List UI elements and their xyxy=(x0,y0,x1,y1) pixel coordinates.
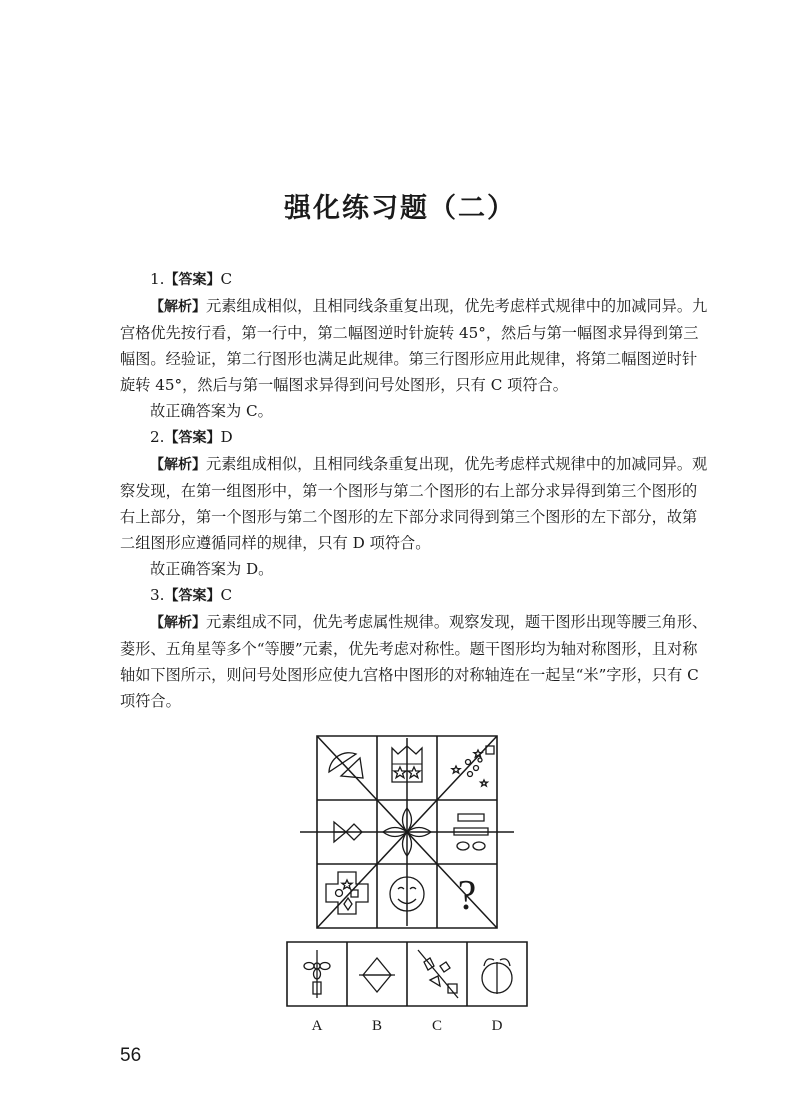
q1-analysis-text: 元素组成相似，且相同线条重复出现，优先考虑样式规律中的加减同异。九宫格优先按行看，第一行中，第二幅图逆时针旋转 45°，然后与第一幅图求异得到第三幅图。经验证，第二行图形也满足此规律。第三行图形应用此规律，将第二幅图逆时针旋转 45°，然后与第一幅图求异得到问号处图形，只有 C 项符合。 xyxy=(120,297,708,394)
symmetry-axes xyxy=(300,736,514,928)
q1-analysis-tag: 【解析】 xyxy=(150,299,206,315)
cell-pie-triangle xyxy=(329,753,363,778)
page-title: 强化练习题（二） xyxy=(284,193,516,224)
option-label-a: A xyxy=(311,1018,323,1034)
option-label-b: B xyxy=(371,1018,382,1034)
q2-answer-tag: 【答案】 xyxy=(164,430,221,446)
option-d-figure xyxy=(482,959,512,994)
option-c-figure xyxy=(418,950,458,998)
options-row xyxy=(287,942,527,1006)
q1-number: 1. xyxy=(150,270,165,288)
question-mark: ? xyxy=(457,873,477,919)
q3-answer-tag: 【答案】 xyxy=(164,588,221,604)
q1-conclusion: 故正确答案为 C。 xyxy=(150,402,273,420)
option-label-d: D xyxy=(491,1018,503,1034)
q1-answer: C xyxy=(220,270,233,288)
option-b-figure xyxy=(359,958,395,992)
q3-answer: C xyxy=(220,586,233,604)
q2-answer-line xyxy=(120,424,710,451)
q3-analysis xyxy=(120,609,710,714)
q3-number: 3. xyxy=(150,586,165,604)
option-label-c: C xyxy=(431,1018,442,1034)
q1-analysis xyxy=(120,293,710,398)
cell-stars-circles xyxy=(452,746,494,786)
page-number: 56 xyxy=(120,1045,142,1066)
q2-analysis-text: 元素组成相似，且相同线条重复出现，优先考虑样式规律中的加减同异。观察发现，在第一组图形中，第一个图形与第二个图形的右上部分求异得到第三个图形的右上部分，第一个图形与第二个图形的左下部分求同得到第三个图形的左下部分，故第二组图形应遵循同样的规律，只有 D 项符合。 xyxy=(120,455,708,552)
cell-cross-shapes xyxy=(326,872,368,914)
q3-analysis-text: 元素组成不同，优先考虑属性规律。观察发现，题干图形出现等腰三角形、菱形、五角星等多个“等腰”元素，优先考虑对称性。题干图形均为轴对称图形，且对称轴如下图所示，则问号处图形应使九宫格中图形的对称轴连在一起呈“米”字形，只有 C 项符合。 xyxy=(120,613,708,710)
q2-number: 2. xyxy=(150,428,165,446)
q3-analysis-tag: 【解析】 xyxy=(150,615,206,631)
symmetry-figure xyxy=(270,722,540,1022)
answer-content xyxy=(120,266,710,714)
q2-conclusion: 故正确答案为 D。 xyxy=(150,560,274,578)
q1-answer-tag: 【答案】 xyxy=(164,272,221,288)
q3-answer-line xyxy=(120,582,710,609)
q1-answer-line xyxy=(120,266,710,293)
option-a-figure xyxy=(304,950,330,998)
q2-answer: D xyxy=(220,428,233,446)
q2-analysis-tag: 【解析】 xyxy=(150,457,206,473)
q2-analysis xyxy=(120,451,710,556)
